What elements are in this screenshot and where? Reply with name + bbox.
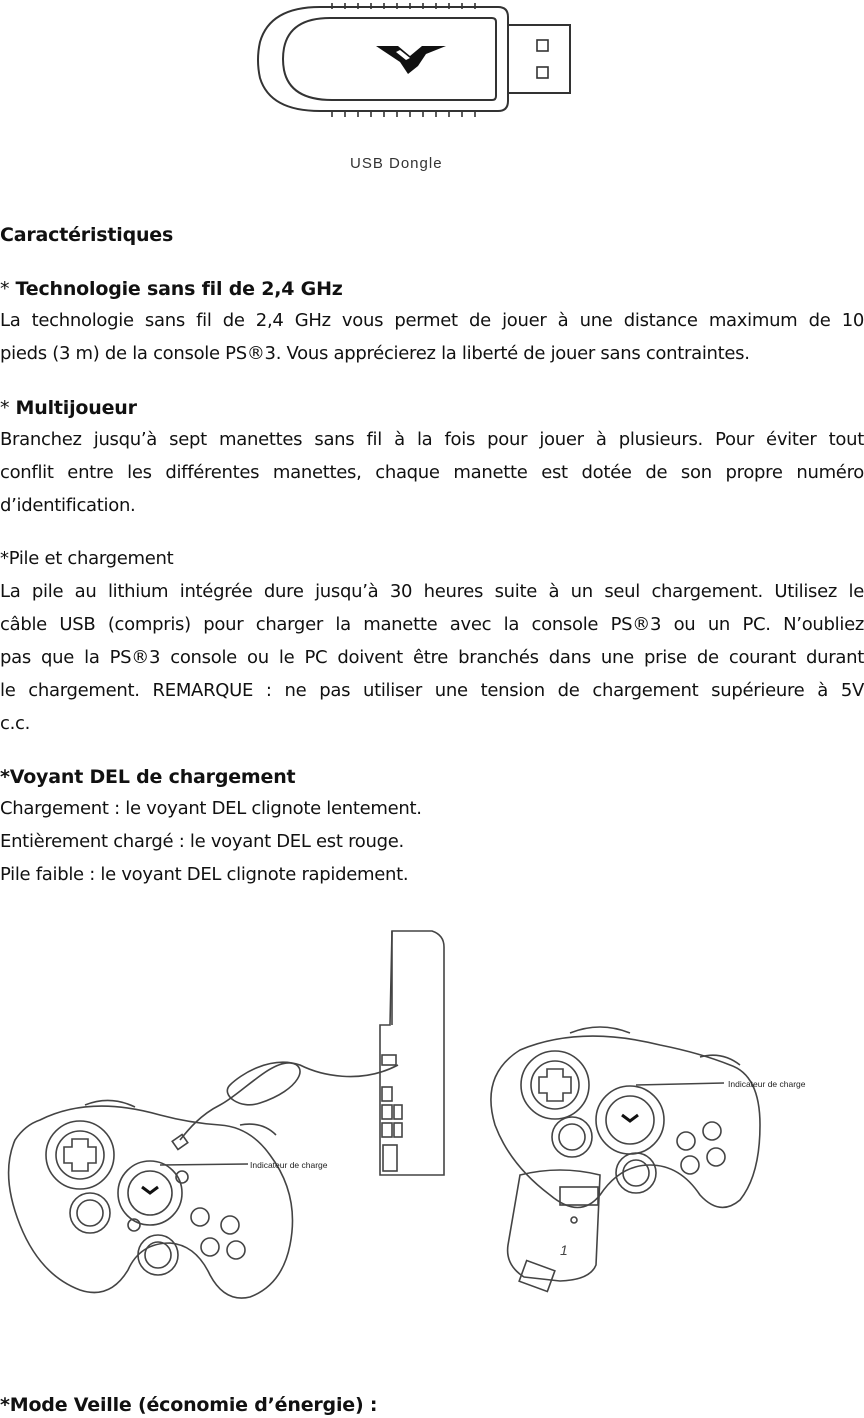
feature-text-line: le chargement. REMARQUE : ne pas utiliser une tension de chargement supérieure à 5V xyxy=(0,680,864,701)
charging-illustration xyxy=(0,925,864,1355)
feature-text-line: La technologie sans fil de 2,4 GHz vous permet de jouer à une distance maximum de 10 xyxy=(0,310,864,331)
left-controller xyxy=(9,1100,293,1298)
feature-title: Technologie sans fil de 2,4 GHz xyxy=(15,278,343,300)
right-controller xyxy=(491,1027,760,1291)
feature-text-line: La pile au lithium intégrée dure jusqu’à 30 heures suite à un seul chargement. Utilisez le xyxy=(0,581,864,602)
feature-text-line: pieds (3 m) de la console PS®3. Vous apprécierez la liberté de jouer sans contraintes. xyxy=(0,343,750,364)
feature-text-line: d’identification. xyxy=(0,495,136,516)
feature-text-line: Entièrement chargé : le voyant DEL est rouge. xyxy=(0,831,404,852)
feature-text-line: câble USB (compris) pour charger la manette avec la console PS®3 ou un PC. N’oubliez xyxy=(0,614,864,635)
feature-text-line: c.c. xyxy=(0,713,31,734)
usb-dongle-illustration xyxy=(250,0,590,150)
feature-bullet: * xyxy=(0,278,16,300)
console-icon xyxy=(380,931,444,1175)
charge-indicator-label-right: Indicateur de charge xyxy=(728,1079,806,1089)
feature-led-heading: *Voyant DEL de chargement xyxy=(0,766,296,788)
usb-dongle-caption: USB Dongle xyxy=(350,155,443,172)
feature-title: Multijoueur xyxy=(15,397,137,419)
section-title: Caractéristiques xyxy=(0,224,174,246)
feature-text-line: pas que la PS®3 console ou le PC doivent être branchés dans une prise de courant durant xyxy=(0,647,864,668)
feature-multiplayer-heading xyxy=(0,397,137,419)
standby-mode-heading: *Mode Veille (économie d’énergie) : xyxy=(0,1394,378,1416)
feature-wireless-heading xyxy=(0,278,343,300)
charge-indicator-label-left: Indicateur de charge xyxy=(250,1160,328,1170)
feature-text-line: Chargement : le voyant DEL clignote lentement. xyxy=(0,798,422,819)
cradle-number: 1 xyxy=(560,1242,568,1258)
feature-battery-heading: *Pile et chargement xyxy=(0,548,174,569)
feature-text-line: Branchez jusqu’à sept manettes sans fil à la fois pour jouer à plusieurs. Pour éviter tout xyxy=(0,429,864,450)
feature-text-line: conflit entre les différentes manettes, chaque manette est dotée de son propre numéro xyxy=(0,462,864,483)
feature-text-line: Pile faible : le voyant DEL clignote rapidement. xyxy=(0,864,409,885)
feature-bullet: * xyxy=(0,397,16,419)
